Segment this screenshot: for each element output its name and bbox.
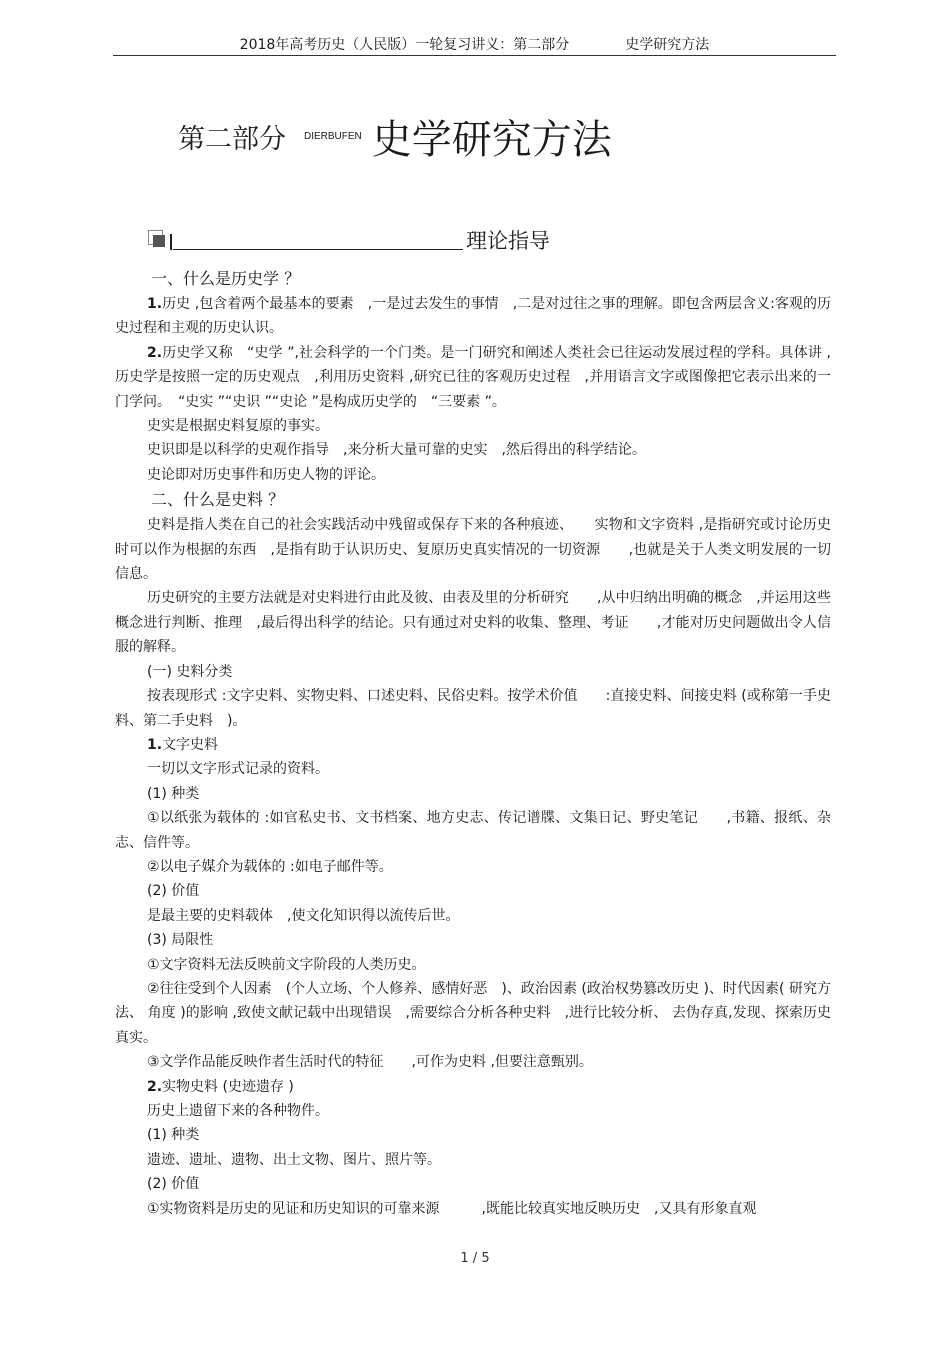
paragraph: 1.历史 ,包含着两个最基本的要素 ,一是过去发生的事情 ,二是对过往之事的理解。即包含两层含义:客观的历史过程和主观的历史认识。 — [115, 296, 831, 337]
paragraph: 史论即对历史事件和历史人物的评论。 — [147, 466, 385, 483]
paragraph: 按表现形式 :文字史料、实物史料、口述史料、民俗史料。按学术价值 :直接史料、间接史料 (或称第一手史料、第二手史料 )。 — [115, 688, 831, 729]
section-bar — [170, 234, 172, 250]
title-part: 第二部分 — [178, 124, 286, 155]
subheading: 1.文字史料 — [147, 736, 219, 753]
section-underline — [173, 249, 463, 250]
paragraph: ②往往受到个人因素 (个人立场、个人修养、感情好恶 )、政治因素 (政治权势篡改历史 )、时代因素( 研究方法、 角度 )的影响 ,致使文献记载中出现错误 ,需要综合分析各种史料 ,进行比较分析、 去伪存真,发现、探索历史真实。 — [115, 980, 831, 1046]
section-title: 理论指导 — [466, 229, 550, 253]
item-number: 2. — [147, 1078, 163, 1095]
paragraph: 史料是指人类在自己的社会实践活动中残留或保存下来的各种痕迹、 实物和文字资料 ,是指研究或讨论历史时可以作为根据的东西 ,是指有助于认识历史、复原历史真实情况的一切资源 ,也就是关于人类文明发展的一切信息。 — [115, 517, 831, 583]
subheading: (2) 价值 — [147, 1176, 200, 1193]
item-number: 1. — [147, 296, 163, 312]
title-pinyin: DIERBUFEN — [304, 131, 362, 142]
section-square-fill-icon — [153, 235, 165, 247]
subheading: (3) 局限性 — [147, 932, 214, 949]
paragraph: 2.历史学又称 “史学 ”,社会科学的一个门类。是一门研究和阐述人类社会已往运动发展过程的学科。具体讲 ,历史学是按照一定的历史观点 ,利用历史资料 ,研究已往的客观历史过程 ,并用语言文字或图像把它表示出来的一门学问。 “史实 ”“史识 ”“史论 ”是构成历史学的 “三要素 ”。 — [115, 344, 831, 410]
body-content — [115, 266, 831, 1221]
paragraph: 是最主要的史料载体 ,使文化知识得以流传后世。 — [147, 907, 460, 924]
paragraph: 史实是根据史料复原的事实。 — [147, 418, 329, 435]
paragraph: ①文字资料无法反映前文字阶段的人类历史。 — [147, 956, 426, 973]
subheading: (一) 史料分类 — [147, 663, 233, 680]
item-number: 1. — [147, 736, 163, 753]
page-number: 1 / 5 — [460, 1251, 490, 1266]
paragraph: ①以纸张为载体的 :如官私史书、文书档案、地方史志、传记谱牒、文集日记、野史笔记 ,书籍、报纸、杂志、信件等。 — [115, 810, 831, 851]
heading-what-is-source: 二、什么是史料 ？ — [151, 490, 285, 510]
header-rule — [113, 55, 836, 56]
paragraph: ③文学作品能反映作者生活时代的特征 ,可作为史料 ,但要注意甄别。 — [147, 1054, 593, 1071]
paragraph: 史识即是以科学的史观作指导 ,来分析大量可靠的史实 ,然后得出的科学结论。 — [147, 442, 646, 459]
title-main: 史学研究方法 — [371, 117, 612, 163]
subheading: (1) 种类 — [147, 1127, 200, 1144]
paragraph: ②以电子媒介为载体的 :如电子邮件等。 — [147, 858, 393, 875]
item-number: 2. — [147, 344, 163, 361]
paragraph: 一切以文字形式记录的资料。 — [147, 761, 329, 778]
subheading: (1) 种类 — [147, 785, 200, 802]
paragraph: 遗迹、遗址、遗物、出土文物、图片、照片等。 — [147, 1151, 441, 1168]
running-header: 2018年高考历史（人民版）一轮复习讲义：第二部分 史学研究方法 — [239, 37, 710, 53]
paragraph: ①实物资料是历史的见证和历史知识的可靠来源 ,既能比较真实地反映历史 ,又具有形象直观 — [147, 1200, 757, 1217]
subheading: (2) 价值 — [147, 883, 200, 900]
paragraph: 历史上遗留下来的各种物件。 — [147, 1103, 329, 1119]
heading-what-is-history: 一、什么是历史学 ？ — [151, 269, 301, 288]
section-heading — [146, 228, 586, 256]
paragraph: 历史研究的主要方法就是对史料进行由此及彼、由表及里的分析研究 ,从中归纳出明确的概念 ,并运用这些概念进行判断、推理 ,最后得出科学的结论。只有通过对史料的收集、整理、考证 ,才能对历史问题做出令人信服的解释。 — [115, 590, 831, 656]
page-title — [178, 108, 612, 165]
subheading: 2.实物史料 (史迹遗存 ) — [147, 1078, 294, 1095]
